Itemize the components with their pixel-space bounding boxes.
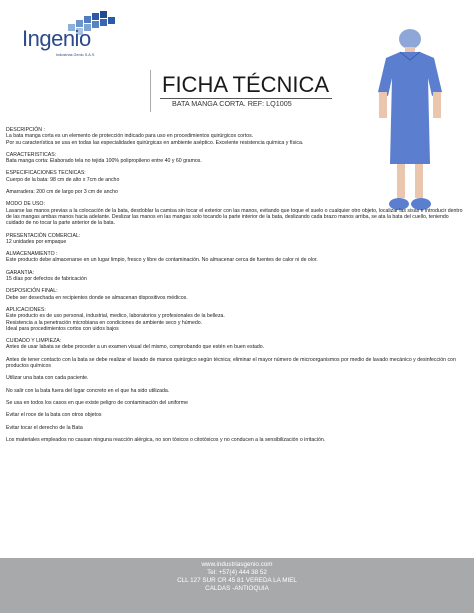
cuidado-text-5: Se usa en todos los casos en que existe peligro de contaminación del uniforme [6,399,188,406]
descripcion-text-1: La bata manga corta es un elemento de protección indicado para uso en procedimientos quirúrgicos cortos. [6,133,254,140]
cuidado-text-4: No salir con la bata fuera del lugar concreto en el que ha sido utilizada. [6,387,170,394]
caracteristicas-label: CARACTERISTICAS: [6,151,57,158]
cuidado-text-6: Evitar el roce de la bata con otros objetos [6,412,102,419]
almacenamiento-text: Este producto debe almacenarse en un lugar limpio, fresco y libre de contaminación. No almacenar cerca de fuentes de calor ni de olor. [6,257,318,264]
disposicion-label: DISPOSICIÓN FINAL: [6,288,58,295]
presentacion-label: PRESENTACIÓN COMERCIAL: [6,232,81,239]
footer-website-link[interactable]: www.industriasgenio.com [201,561,273,568]
modo-uso-text: Lavarse las manos previas a la colocación de la bata, desdoblar la camisa sin tocar el exterior con las manos, evitando que toque el suelo o cualquier otro objeto, localizar las sisas e introducir dentro de las mangas ambas manos hacia adelante. Deslizar las manos en las mangas solo tocando la parte interior de la bata, deslizando cada brazo manos arriba, se ata la bata del cuello, teniendo cuidado de no tocar la parte anterior de la bata. [6,207,463,227]
aplicaciones-text-3: Ideal para procedimientos cortos con uidos bajos [6,325,119,332]
almacenamiento-label: ALMACENAMIENTO : [6,251,58,258]
cuidado-text-8: Los materiales empleados no causan ninguna reacción alérgica, no son tóxicos o citotóxicos y no conducen a la sensibilización o irritación. [6,436,326,443]
especificaciones-label: ESPECIFICACIONES TECNICAS: [6,170,86,177]
descripcion-label: DESCRIPCIÓN : [6,127,45,133]
logo-name: Ingenio [22,26,91,51]
cuidado-text-1: Antes de usar labata se debe proceder a un examen visual del mismo, comprobando que estén en buen estado. [6,344,265,351]
page-title: FICHA TÉCNICA [162,72,330,97]
caracteristicas-text: Bata manga corta: Elaborado tela no tejida 100% polipropileno entre 40 y 60 gramos. [6,158,202,165]
cuidado-label: CUIDADO Y LIMPIEZA: [6,338,62,345]
aplicaciones-text-2: Resistencia a la penetración microbiana en condiciones de ambiente seco y húmedo. [6,319,203,326]
disposicion-text: Debe ser desechada en recipientes donde se almacenan dispositivos médicos. [6,294,188,301]
footer-phone: Tel: +57(4) 444 38 52 [207,569,267,576]
descripcion-text-2: Por su característica se usa en todas las especialidades quirúrgicas en ambiente aséptico. Excelente resistencia química y física. [6,139,304,146]
especificaciones-text-2: Amarradera: 200 cm de largo por 3 cm de ancho [6,189,118,196]
especificaciones-text-1: Cuerpo de la bata: 98 cm de alto x 7cm de ancho [6,176,120,183]
modo-uso-label: MODO DE USO: [6,201,45,208]
cuidado-text-7: Evitar tocar el derecho de la Bata [6,424,83,431]
presentacion-text: 12 unidades por empaque [6,238,67,245]
spec-content [6,127,466,443]
aplicaciones-text-1: Este producto es de uso personal, industrial, medico, laboratorios y profesionales de la belleza. [6,313,225,320]
footer-address: CLL 127 SUR CR 45 81 VEREDA LA MIEL [177,577,297,584]
footer-contact [0,561,474,593]
page-subtitle: BATA MANGA CORTA. REF: LQ1005 [172,99,292,108]
garantia-text: 15 días por defectos de fabricación [6,276,87,283]
logo-tagline: Industrias Genio S.A.S [56,53,95,57]
aplicaciones-label: APLICACIONES: [6,306,46,313]
cuidado-text-2: Antes de tener contacto con la bata se debe realizar el lavado de manos quirúrgico según técnica; eliminar el mayor número de microorganismos por medio de lavado mecánico y desinfección con productos químicos [6,356,456,370]
cuidado-text-3: Utilizar una bata con cada paciente. [6,375,89,382]
footer-city: CALDAS -ANTIOQUIA [205,585,269,592]
garantia-label: GARANTIA: [6,269,34,276]
